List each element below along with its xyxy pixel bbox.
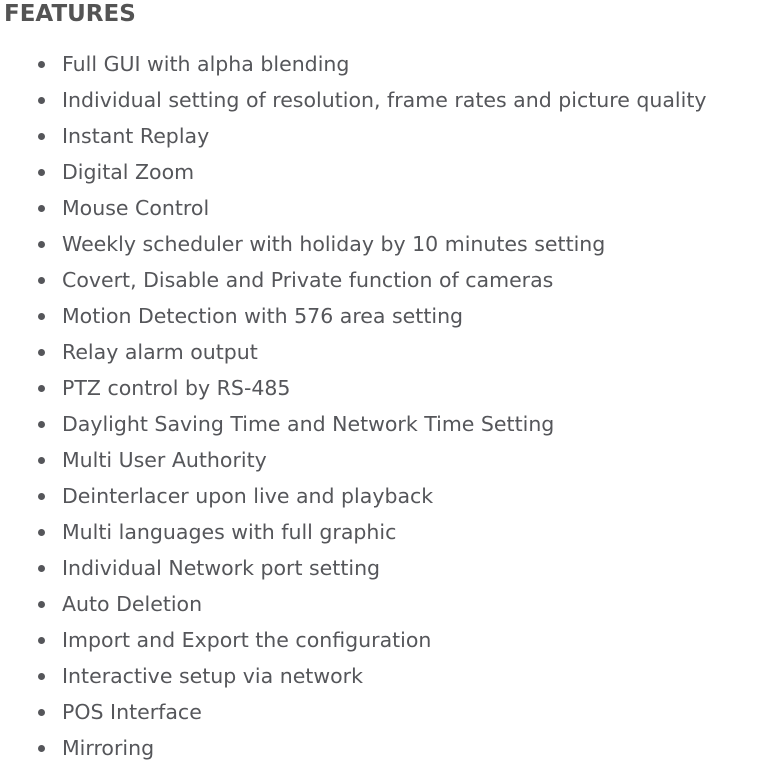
feature-text: Full GUI with alpha blending [62, 52, 350, 76]
feature-text: Covert, Disable and Private function of cameras [62, 268, 554, 292]
feature-text: Deinterlacer upon live and playback [62, 484, 434, 508]
features-list [0, 46, 707, 766]
feature-text: Relay alarm output [62, 340, 258, 364]
feature-item [0, 298, 707, 334]
bullet-dot-icon [38, 241, 45, 248]
feature-text: Interactive setup via network [62, 664, 363, 688]
features-heading: FEATURES [4, 1, 136, 27]
feature-text: Multi languages with full graphic [62, 520, 397, 544]
feature-text: Mouse Control [62, 196, 210, 220]
feature-item [0, 190, 707, 226]
feature-item [0, 730, 707, 766]
bullet-dot-icon [38, 457, 45, 464]
feature-item [0, 442, 707, 478]
feature-text: Auto Deletion [62, 592, 203, 616]
feature-item [0, 694, 707, 730]
feature-item [0, 406, 707, 442]
bullet-dot-icon [38, 313, 45, 320]
feature-item [0, 154, 707, 190]
feature-item [0, 478, 707, 514]
bullet-dot-icon [38, 421, 45, 428]
feature-item [0, 82, 707, 118]
feature-text: Import and Export the configuration [62, 628, 432, 652]
feature-item [0, 586, 707, 622]
bullet-dot-icon [38, 565, 45, 572]
feature-text: Multi User Authority [62, 448, 267, 472]
feature-item [0, 46, 707, 82]
bullet-dot-icon [38, 277, 45, 284]
feature-text: Individual Network port setting [62, 556, 381, 580]
feature-text: PTZ control by RS-485 [62, 376, 291, 400]
bullet-dot-icon [38, 709, 45, 716]
feature-text: POS Interface [62, 700, 202, 724]
bullet-dot-icon [38, 493, 45, 500]
bullet-dot-icon [38, 529, 45, 536]
bullet-dot-icon [38, 97, 45, 104]
feature-text: Digital Zoom [62, 160, 195, 184]
feature-text: Mirroring [62, 736, 155, 760]
feature-item [0, 118, 707, 154]
feature-item [0, 622, 707, 658]
bullet-dot-icon [38, 61, 45, 68]
bullet-dot-icon [38, 637, 45, 644]
feature-text: Motion Detection with 576 area setting [62, 304, 464, 328]
feature-text: Daylight Saving Time and Network Time Setting [62, 412, 555, 436]
feature-item [0, 658, 707, 694]
feature-item [0, 514, 707, 550]
bullet-dot-icon [38, 169, 45, 176]
feature-text: Individual setting of resolution, frame rates and picture quality [62, 88, 707, 112]
bullet-dot-icon [38, 133, 45, 140]
feature-item [0, 226, 707, 262]
bullet-dot-icon [38, 349, 45, 356]
bullet-dot-icon [38, 745, 45, 752]
bullet-dot-icon [38, 385, 45, 392]
feature-item [0, 262, 707, 298]
bullet-dot-icon [38, 673, 45, 680]
bullet-dot-icon [38, 601, 45, 608]
bullet-dot-icon [38, 205, 45, 212]
feature-item [0, 334, 707, 370]
feature-text: Weekly scheduler with holiday by 10 minutes setting [62, 232, 606, 256]
feature-item [0, 370, 707, 406]
feature-text: Instant Replay [62, 124, 210, 148]
feature-item [0, 550, 707, 586]
